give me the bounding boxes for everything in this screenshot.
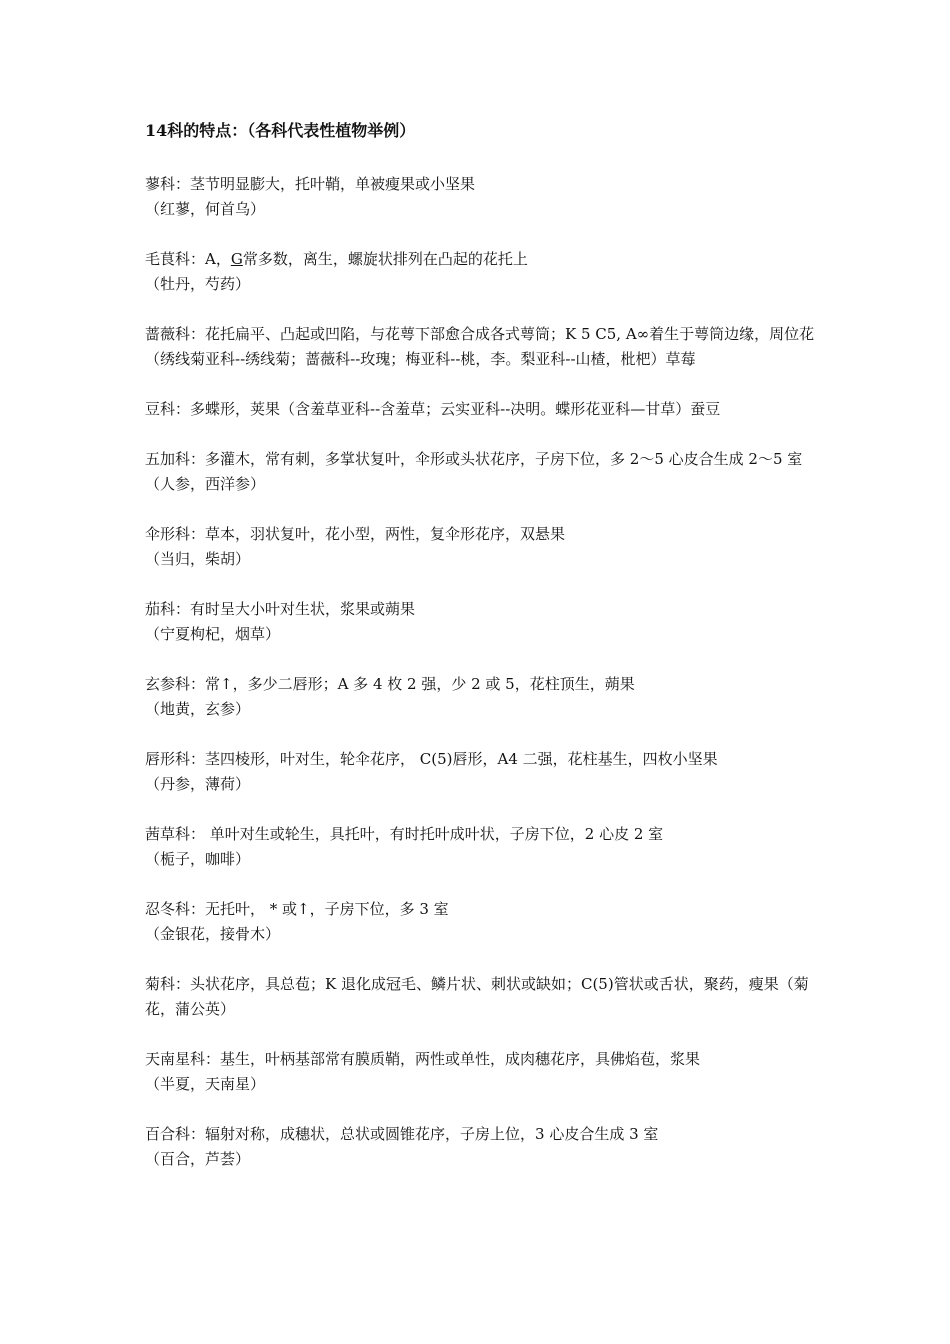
family-description: 蔷薇科：花托扁平、凸起或凹陷，与花萼下部愈合成各式萼筒；K 5 C5, A∞着生于萼筒边缘，周位花 <box>145 325 815 343</box>
family-entry-xuanshen <box>145 672 825 722</box>
family-entry-wujia <box>145 447 825 497</box>
family-examples: （绣线菊亚科--绣线菊；蔷薇科--玫瑰；梅亚科--桃，李。梨亚科--山楂，枇杷）草莓 <box>145 350 696 368</box>
family-entry-qiangwei <box>145 322 825 372</box>
family-description: 五加科：多灌木，常有刺，多掌状复叶，伞形或头状花序，子房下位，多 2～5 心皮合生成 2～5 室 <box>145 450 803 468</box>
family-entry-qie <box>145 597 825 647</box>
family-description: 豆科：多蝶形，荚果（含羞草亚科--含羞草；云实亚科--决明。蝶形花亚科—甘草）蚕豆 <box>145 400 721 418</box>
family-examples: （当归，柴胡） <box>145 550 251 568</box>
family-description: 蓼科：茎节明显膨大，托叶鞘，单被瘦果或小坚果 <box>145 175 476 193</box>
family-description: 伞形科：草本，羽状复叶，花小型，两性，复伞形花序，双悬果 <box>145 525 566 543</box>
family-description: 天南星科：基生，叶柄基部常有膜质鞘，两性或单性，成肉穗花序，具佛焰苞，浆果 <box>145 1050 701 1068</box>
family-examples: （红蓼，何首乌） <box>145 200 266 218</box>
family-description: 忍冬科：无托叶， * 或↑，子房下位，多 3 室 <box>145 900 449 918</box>
family-entry-tiannanxing <box>145 1047 825 1097</box>
family-entry-qiancao <box>145 822 825 872</box>
document-page <box>145 118 825 1197</box>
family-examples: （人参，西洋参） <box>145 475 266 493</box>
family-entry-sanxing <box>145 522 825 572</box>
family-examples: （栀子，咖啡） <box>145 850 251 868</box>
family-examples: （金银花，接骨木） <box>145 925 281 943</box>
family-description: 玄参科：常↑，多少二唇形；A 多 4 枚 2 强，少 2 或 5，花柱顶生，蒴果 <box>145 675 635 693</box>
document-title: 14科的特点：（各科代表性植物举例） <box>145 121 416 140</box>
family-examples: （百合，芦荟） <box>145 1150 251 1168</box>
family-description: 唇形科：茎四棱形，叶对生，轮伞花序， C(5)唇形，A4 二强，花柱基生，四枚小坚果 <box>145 750 718 768</box>
family-description: 茜草科： 单叶对生或轮生，具托叶，有时托叶成叶状，子房下位，2 心皮 2 室 <box>145 825 664 843</box>
family-entry-maogen <box>145 247 825 297</box>
family-examples: （宁夏枸杞，烟草） <box>145 625 281 643</box>
family-entry-dou <box>145 397 825 422</box>
family-entry-rendong <box>145 897 825 947</box>
family-description: 百合科：辐射对称，成穗状，总状或圆锥花序，子房上位，3 心皮合生成 3 室 <box>145 1125 659 1143</box>
family-entry-liao <box>145 172 825 222</box>
family-examples: （半夏，天南星） <box>145 1075 266 1093</box>
family-entry-chunxing <box>145 747 825 797</box>
family-description <box>145 247 825 272</box>
family-examples: （地黄，玄参） <box>145 700 251 718</box>
family-examples: （丹参，薄荷） <box>145 775 251 793</box>
family-entry-baihe <box>145 1122 825 1172</box>
family-description: 菊科：头状花序，具总苞；K 退化成冠毛、鳞片状、刺状或缺如；C(5)管状或舌状，聚药，瘦果（菊花，蒲公英） <box>145 975 809 1018</box>
family-description: 茄科：有时呈大小叶对生状，浆果或蒴果 <box>145 600 416 618</box>
family-examples: （牡丹，芍药） <box>145 275 251 293</box>
underlined-gynoecium-symbol: G <box>230 250 243 268</box>
description-suffix: 常多数，离生，螺旋状排列在凸起的花托上 <box>242 250 528 268</box>
description-prefix: 毛茛科：A， <box>145 250 231 268</box>
family-entry-ju <box>145 972 825 1022</box>
